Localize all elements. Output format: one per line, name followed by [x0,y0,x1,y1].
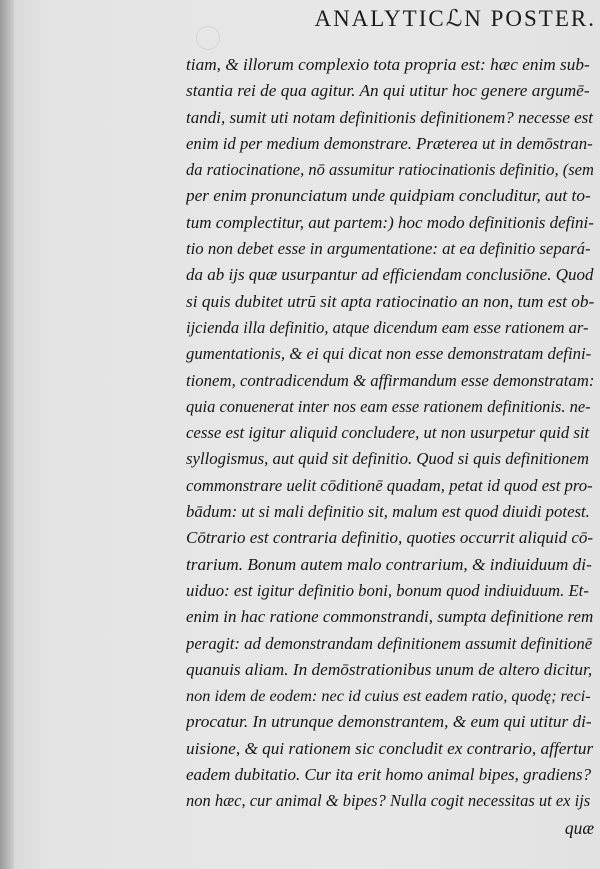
text-line: trarium. Bonum autem malo contrarium, & indiuiduum di- [186,554,592,574]
text-line: enim in hac ratione commonstrandi, sumpta definitione rem [186,607,594,627]
text-line: gumentationis, & ei qui dicat non esse demonstratam defini- [186,344,592,364]
text-line: tandi, sumit uti notam definitionis definitionem? necesse est [186,107,594,127]
text-line: da ratiocinatione, nō assumitur ratiocinationis definitio, (sem [186,160,594,180]
text-line: tum complectitur, aut partem:) hoc modo definitionis defini- [186,212,594,232]
body-text [186,52,594,841]
text-line: tiam, & illorum complexio tota propria est: hæc enim sub- [186,55,590,74]
text-line: enim id per medium demonstrare. Præterea ut in demōstran- [186,133,593,153]
text-line: syllogismus, aut quid sit definitio. Quod si quis definitionem [186,449,589,469]
text-line: si quis dubitet utrū sit apta ratiocinatio an non, tum est ob- [186,291,594,311]
text-line: uiduo: est igitur definitio boni, bonum quod indiuiduum. Et- [186,580,589,600]
ink-blot [196,26,220,50]
text-line: procatur. In utrunque demonstrantem, & eum qui utitur di- [186,712,592,732]
text-line: peragit: ad demonstrandam definitionem assumit definitionē [186,633,593,653]
text-line: commonstrare uelit cōditionē quadam, petat id quod est pro- [186,475,593,495]
text-line: tionem, contradicendum & affirmandum esse demonstratam: [186,370,594,390]
text-line: bādum: ut si mali definitio sit, malum est quod diuidi potest. [186,502,590,522]
text-line: quanuis aliam. In demōstrationibus unum de altero dicitur, [186,659,593,679]
text-line: non idem de eodem: nec id cuius est eadem ratio, quodę; reci- [186,687,591,706]
text-line: cesse est igitur aliquid concludere, ut non usurpetur quid sit [186,423,590,443]
catchword: quæ [564,817,594,838]
running-head: ANALYTICℒN POSTER. [314,6,596,31]
text-line: stantia rei de qua agitur. An qui utitur hoc genere argumē- [186,81,590,101]
text-line: uisione, & qui rationem sic concludit ex contrario, affertur [186,738,594,758]
text-line: per enim pronunciatum unde quidpiam concluditur, aut to- [186,186,591,206]
text-line: quia conuenerat inter nos eam esse rationem definitionis. ne- [186,396,591,416]
text-line: tio non debet esse in argumentatione: at ea definitio separá- [186,239,591,259]
page-gutter [0,0,14,869]
text-line: non hæc, cur animal & bipes? Nulla cogit necessitas ut ex ijs [186,791,591,811]
text-line: da ab ijs quæ usurpantur ad efficiendam conclusiōne. Quod [186,265,594,285]
text-line: Cōtrario est contraria definitio, quoties occurrit aliquid cō- [186,528,594,548]
text-line: eadem dubitatio. Cur ita erit homo animal bipes, gradiens? [186,765,592,785]
text-line: ijcienda illa definitio, atque dicendum eam esse rationem ar- [186,317,589,337]
